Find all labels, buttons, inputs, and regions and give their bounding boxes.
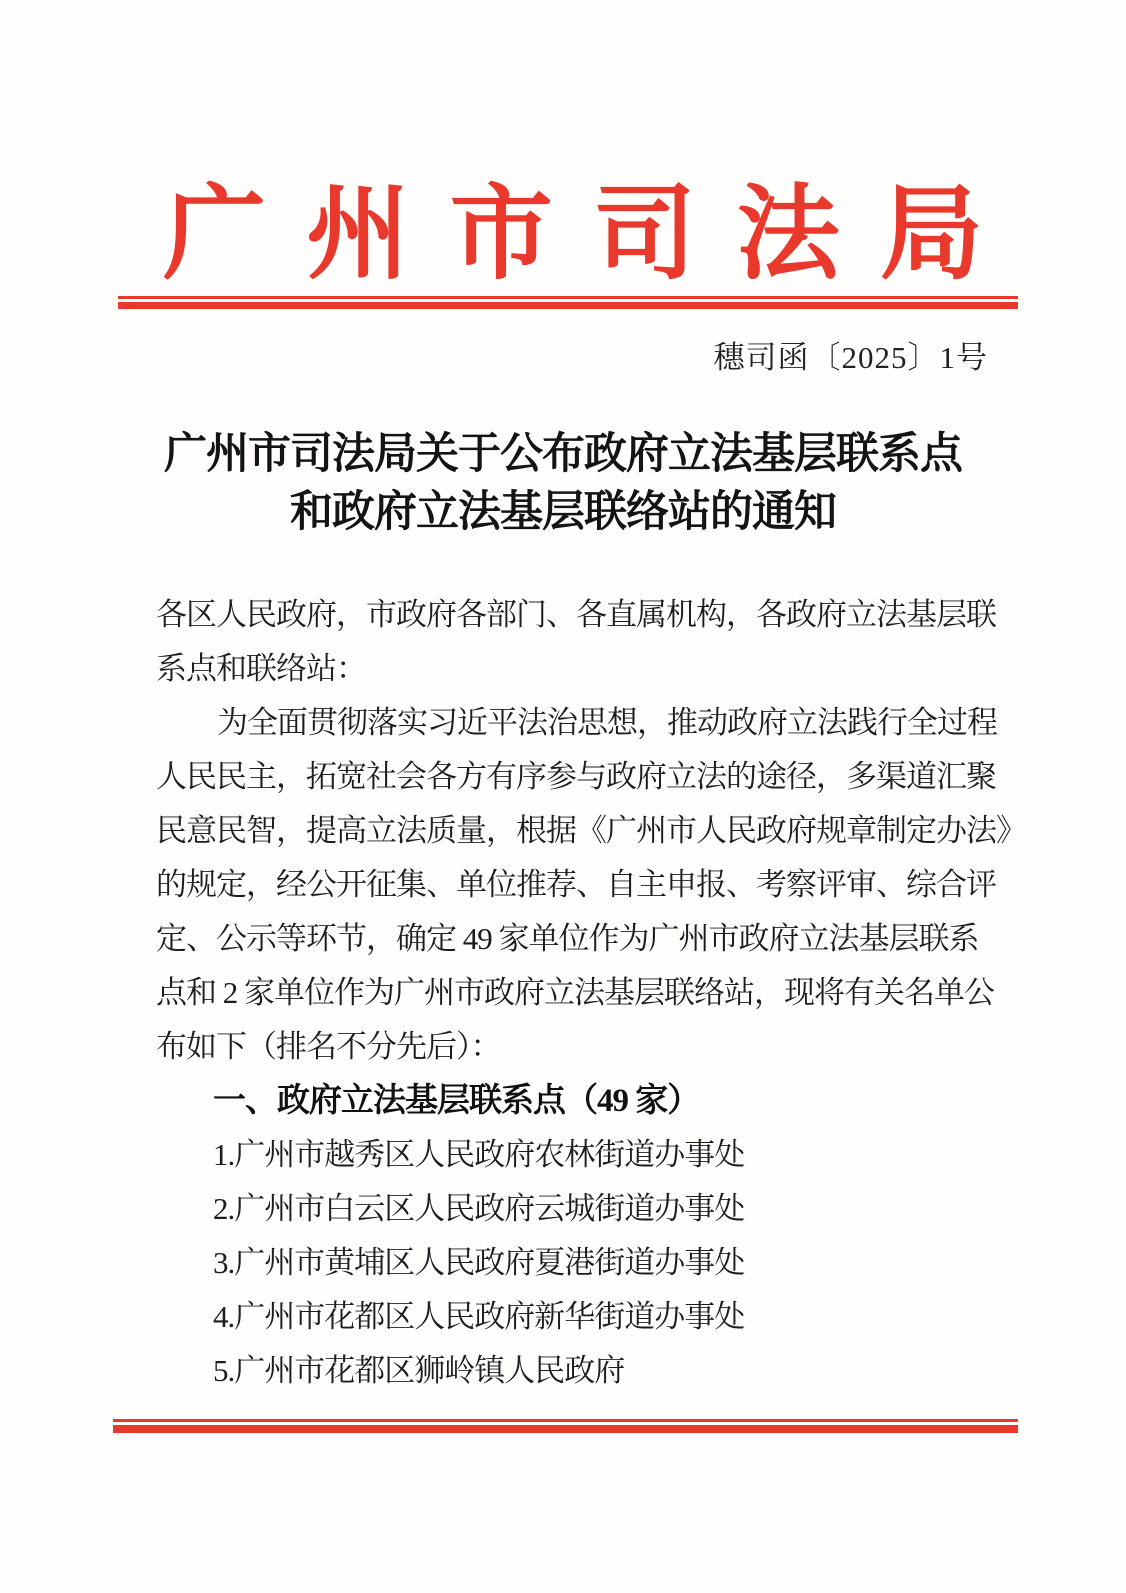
- letterhead-separator-thin-line: [118, 296, 1018, 299]
- letterhead-char: 法: [736, 178, 840, 292]
- letterhead-separator-thick-line: [118, 302, 1018, 309]
- letterhead-org-name: [163, 180, 983, 291]
- list-item: 5.广州市花都区狮岭镇人民政府: [213, 1353, 625, 1388]
- letterhead-char: 局: [879, 178, 983, 292]
- list-item: 2.广州市白云区人民政府云城街道办事处: [213, 1191, 745, 1226]
- doc-reference-number: 穗司函〔2025〕1号: [713, 340, 988, 375]
- paragraph-line: 民意民智，提高立法质量，根据《广州市人民政府规章制定办法》: [156, 813, 1026, 848]
- document-title: [0, 426, 1126, 542]
- document-title-line-1: 广州市司法局关于公布政府立法基层联系点: [164, 431, 962, 478]
- list-item: 4.广州市花都区人民政府新华街道办事处: [213, 1299, 745, 1334]
- letterhead-char: 司: [593, 178, 697, 292]
- paragraph-line: 为全面贯彻落实习近平法治思想，推动政府立法践行全过程: [217, 705, 997, 740]
- letterhead-char: 广: [163, 178, 266, 292]
- salutation-line: 系点和联络站：: [156, 651, 366, 686]
- letterhead-char: 州: [306, 178, 410, 292]
- footer-separator-thin-line: [113, 1419, 1018, 1422]
- list-item: 1.广州市越秀区人民政府农林街道办事处: [213, 1137, 745, 1172]
- footer-separator-thick-line: [113, 1425, 1018, 1433]
- document-title-line-2: 和政府立法基层联络站的通知: [290, 489, 836, 536]
- paragraph-line: 定、公示等环节，确定 49 家单位作为广州市政府立法基层联系: [156, 921, 979, 956]
- document-body: [156, 588, 1026, 1398]
- paragraph-line: 点和 2 家单位作为广州市政府立法基层联络站，现将有关名单公: [156, 975, 994, 1010]
- paragraph-line: 人民民主，拓宽社会各方有序参与政府立法的途径，多渠道汇聚: [156, 759, 996, 794]
- section-heading: 一、政府立法基层联系点（49 家）: [213, 1083, 700, 1119]
- paragraph-line: 布如下（排名不分先后）：: [156, 1029, 501, 1064]
- salutation-line: 各区人民政府，市政府各部门、各直属机构，各政府立法基层联: [156, 597, 996, 632]
- letterhead-char: 市: [449, 178, 553, 292]
- list-item: 3.广州市黄埔区人民政府夏港街道办事处: [213, 1245, 745, 1280]
- paragraph-line: 的规定，经公开征集、单位推荐、自主申报、考察评审、综合评: [156, 867, 996, 902]
